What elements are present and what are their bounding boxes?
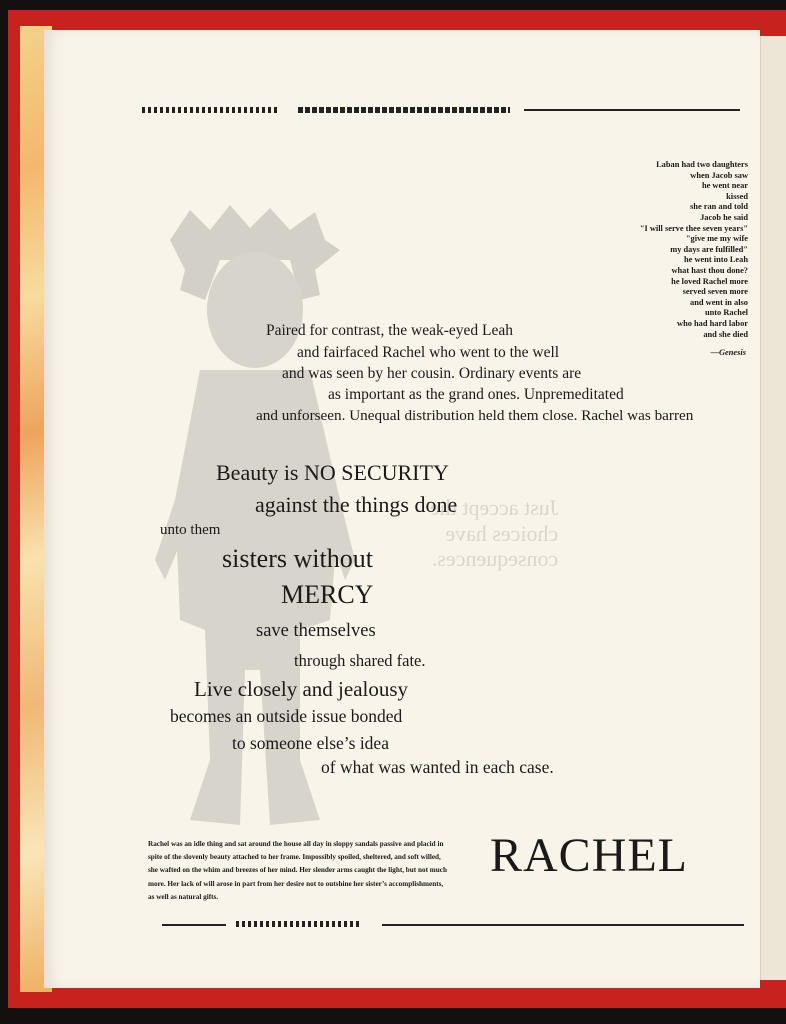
poem-line-3: unto them (160, 522, 221, 538)
bottom-ornament-middle (236, 921, 362, 927)
top-ornament-middle (298, 107, 510, 113)
poem-line-10: to someone else’s idea (232, 733, 389, 753)
genesis-line: who had hard labor (677, 319, 748, 328)
poem-line-8: Live closely and jealousy (194, 677, 409, 701)
genesis-line: and she died (703, 329, 748, 339)
paragraph-line-3: and was seen by her cousin. Ordinary events are (282, 365, 582, 382)
genesis-line: he went into Leah (684, 255, 748, 265)
genesis-line: he loved Rachel more (671, 276, 748, 286)
genesis-attribution: —Genesis (710, 348, 746, 357)
genesis-line: Laban had two daughters (656, 160, 748, 169)
genesis-line: when Jacob saw (690, 170, 748, 180)
genesis-line: my days are fulfilled" (670, 244, 748, 254)
top-ornament-right (524, 109, 740, 111)
genesis-line: "give me my wife (685, 234, 748, 244)
genesis-line: unto Rachel (704, 308, 748, 318)
paragraph-line-5: and unforseen. Unequal distribution held them close. Rachel was barren (256, 407, 694, 424)
next-page-edge (760, 36, 786, 980)
paragraph-line-2: and fairfaced Rachel who went to the well (297, 344, 560, 361)
bottom-ornament-right (382, 924, 744, 926)
show-through-text: Just accept the choices have consequences. (430, 495, 559, 571)
poem-line-9: becomes an outside issue bonded (170, 706, 403, 726)
poem-line-4: sisters without (222, 544, 373, 573)
poem-line-2: against the things done (255, 492, 458, 517)
paragraph-line-1: Paired for contrast, the weak-eyed Leah (266, 322, 514, 339)
rachel-description: Rachel was an idle thing and sat around the house all day in sloppy sandals passive and placid in spite of the slovenly beauty attached to her frame. Impossibly spoiled, sheltered, and soft willed, she wafted on the whim and breezes of her mind. Her slender arms caught the light, but not much more. Her lack of will arose in part from her desire not to outshine her sister’s accomplishments, as well as natural gifts. (148, 840, 447, 901)
paragraph-line-4: as important as the grand ones. Unpremeditated (328, 386, 624, 403)
poem-line-7: through shared fate. (294, 651, 426, 670)
page-title: RACHEL (490, 829, 688, 882)
genesis-line: she ran and told (690, 202, 748, 212)
top-ornament-left (142, 107, 278, 113)
genesis-line: what hast thou done? (671, 266, 748, 275)
bottom-ornament-left (162, 924, 226, 926)
poem-line-1: Beauty is NO SECURITY (216, 460, 449, 485)
poem-line-6: save themselves (256, 621, 376, 641)
genesis-line: served seven more (682, 287, 748, 297)
genesis-line: "I will serve thee seven years" (639, 223, 748, 233)
poem-line-11: of what was wanted in each case. (321, 757, 554, 777)
poem-line-5: MERCY (281, 580, 374, 609)
genesis-line: Jacob he said (700, 213, 748, 222)
genesis-line: kissed (726, 191, 748, 201)
genesis-line: he went near (701, 181, 748, 191)
genesis-line: and went in also (690, 297, 748, 307)
